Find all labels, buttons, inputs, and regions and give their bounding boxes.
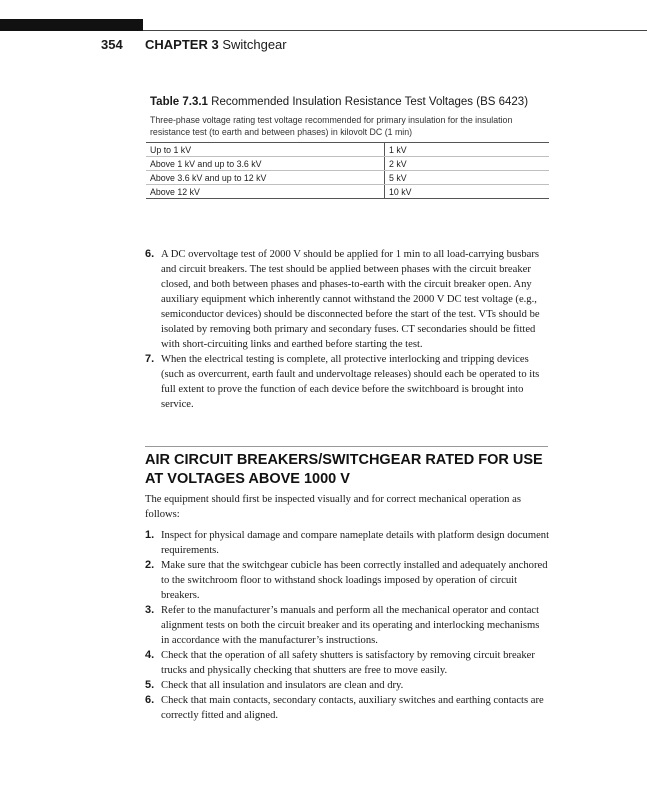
list-item (145, 558, 550, 603)
list-item-text: Inspect for physical damage and compare nameplate details with platform design document requirements. (161, 530, 550, 556)
header-rule (143, 30, 647, 31)
list-item-text: A DC overvoltage test of 2000 V should be applied for 1 min to all load-carrying busbars and circuit breakers. The test should be applied between phases with the circuit breaker closed, and both between phases and phases-to-earth with the circuit breaker open. Any auxiliary equipment which inherently cannot withstand the 2000 V DC test voltage (e.g., semiconductor devices) should be disconnected before the start of the test. VTs should be isolated by removing both primary and secondary fuses. CT secondaries should be fitted with short-circuiting links and earthed before starting the test. (161, 249, 540, 350)
section-heading: AIR CIRCUIT BREAKERS/SWITCHGEAR RATED FOR USE AT VOLTAGES ABOVE 1000 V (145, 452, 543, 487)
chapter-title: Switchgear (222, 37, 287, 52)
test-procedure-list (145, 247, 550, 412)
table-row (146, 185, 549, 199)
list-item-number: 6. (145, 248, 155, 260)
list-item-text: Check that all insulation and insulators are clean and dry. (161, 680, 404, 691)
section-intro: The equipment should first be inspected visually and for correct mechanical operation as follows: (145, 494, 521, 520)
table-cell-rating: Above 3.6 kV and up to 12 kV (146, 171, 385, 185)
list-item-number: 5. (145, 679, 155, 691)
list-item-text: When the electrical testing is complete, all protective interlocking and tripping devices (such as overcurrent, earth fault and undervoltage releases) should each be operated to its full extent to prove the function of each device before the switchboard is brought into service. (161, 354, 540, 410)
table-cell-rating: Above 12 kV (146, 185, 385, 199)
table-row (146, 143, 549, 157)
table-cell-rating: Above 1 kV and up to 3.6 kV (146, 157, 385, 171)
table-body (146, 142, 549, 199)
list-item-number: 2. (145, 559, 155, 571)
page-number: 354 (101, 37, 123, 52)
chapter-label: CHAPTER 3 (145, 37, 219, 52)
table-cell-voltage: 5 kV (385, 171, 550, 185)
list-item (145, 648, 550, 678)
section-divider (145, 446, 548, 447)
table-cell-voltage: 1 kV (385, 143, 550, 157)
table-title-text: Recommended Insulation Resistance Test Voltages (BS 6423) (211, 96, 529, 108)
header-bar (0, 19, 143, 31)
list-item (145, 678, 550, 693)
inspection-list (145, 528, 550, 723)
list-item (145, 603, 550, 648)
list-item-text: Check that main contacts, secondary contacts, auxiliary switches and earthing contacts are correctly fitted and aligned. (161, 695, 544, 721)
resistance-table (146, 96, 549, 199)
list-item-number: 3. (145, 604, 155, 616)
table-title (150, 96, 549, 108)
table-cell-rating: Up to 1 kV (146, 143, 385, 157)
table-caption: Three-phase voltage rating test voltage recommended for primary insulation for the insulation resistance test (to earth and between phases) in kilovolt DC (1 min) (150, 115, 513, 137)
list-item-text: Refer to the manufacturer’s manuals and perform all the mechanical operator and contact alignment tests on both the circuit breaker and its operating and interlocking mechanisms in accordance with the manufacturer’s instructions. (161, 605, 540, 646)
table-row (146, 157, 549, 171)
table-row (146, 171, 549, 185)
list-item (145, 247, 550, 352)
list-item (145, 352, 550, 412)
table-cell-voltage: 2 kV (385, 157, 550, 171)
list-item-number: 7. (145, 353, 155, 365)
list-item-text: Check that the operation of all safety shutters is satisfactory by removing circuit breaker trucks and physically checking that shutters are free to move easily. (161, 650, 535, 676)
running-header (145, 37, 287, 52)
table-label: Table 7.3.1 (150, 96, 208, 108)
list-item-number: 4. (145, 649, 155, 661)
list-item-number: 1. (145, 529, 155, 541)
table-cell-voltage: 10 kV (385, 185, 550, 199)
list-item (145, 693, 550, 723)
list-item-text: Make sure that the switchgear cubicle has been correctly installed and adequately anchored to the switchroom floor to withstand shock loadings imposed by operation of circuit breakers. (161, 560, 548, 601)
list-item (145, 528, 550, 558)
list-item-number: 6. (145, 694, 155, 706)
